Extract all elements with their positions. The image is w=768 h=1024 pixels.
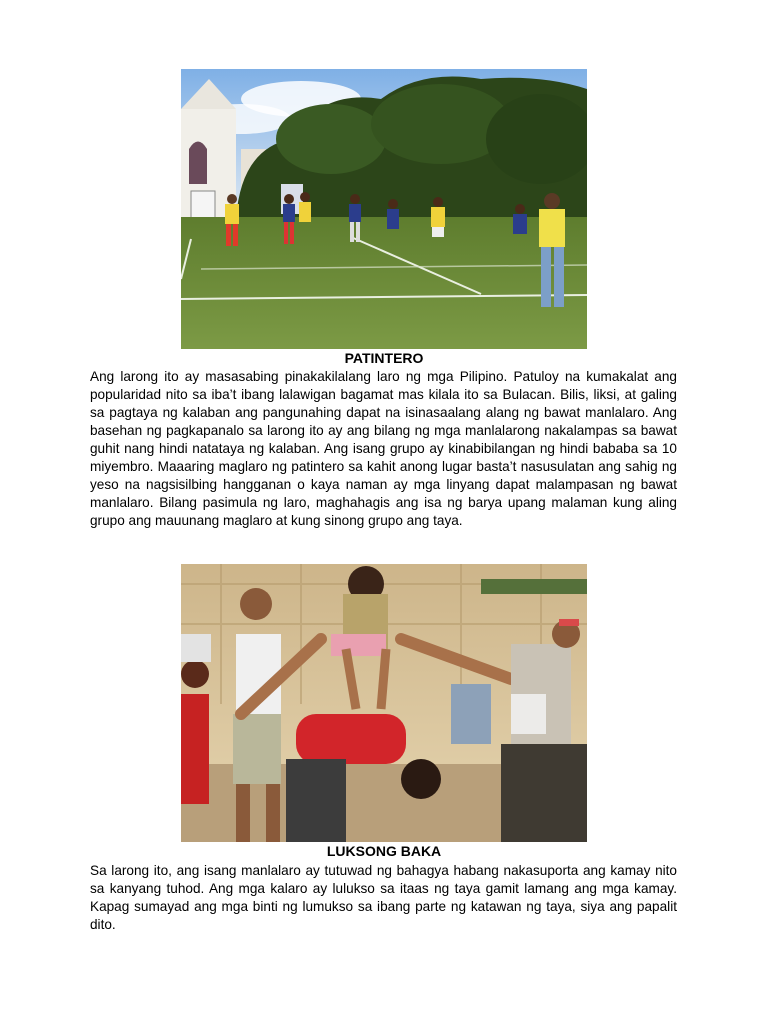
luksong-baka-description: Sa larong ito, ang isang manlalaro ay tutuwad ng bahagya habang nakasuporta ang kamay nito sa kanyang tuhod. Ang mga kalaro ay lulukso sa itaas ng taya gamit lamang ang mga kamay. Kapag sumayad ang mga binti ng lumukso sa ibang parte ng katawan ng taya, siya ang papalit dito. <box>90 863 677 932</box>
patintero-title: PATINTERO <box>344 350 424 366</box>
luksong-baka-title: LUKSONG BAKA <box>326 843 442 859</box>
luksong-baka-photo <box>181 564 587 842</box>
luksong-baka-game-photo-icon <box>181 564 587 842</box>
patintero-game-photo-icon <box>181 69 587 349</box>
patintero-photo <box>181 69 587 349</box>
patintero-description: Ang larong ito ay masasabing pinakakilalang laro ng mga Pilipino. Patuloy na kumakalat ang popularidad nito sa iba’t ibang lalawigan bagamat mas kilala ito sa Bulacan. Bilis, liksi, at galing sa pagtaya ng kalaban ang pangunahing dapat na isinasaalang alang ng bawat manlalaro. Ang basehan ng pagkapanalo sa larong ito ay ang bilang ng mga manlalarong nakalampas sa bawat guhit nang hindi natataya ng kalaban. Ang isang grupo ay kinabibilangan ng hindi bababa sa 10 miyembro. Maaaring maglaro ng patintero sa kahit anong lugar basta’t nasusulatan ang sahig ng yeso na nagsisilbing hangganan o kaya naman ay mga linyang dapat malampasan ng bawat manlalaro. Bilang pasimula ng laro, maghahagis ang isa ng barya upang malaman kung aling grupo ang mauunang maglaro at kung sinong grupo ang taya. <box>90 369 677 528</box>
